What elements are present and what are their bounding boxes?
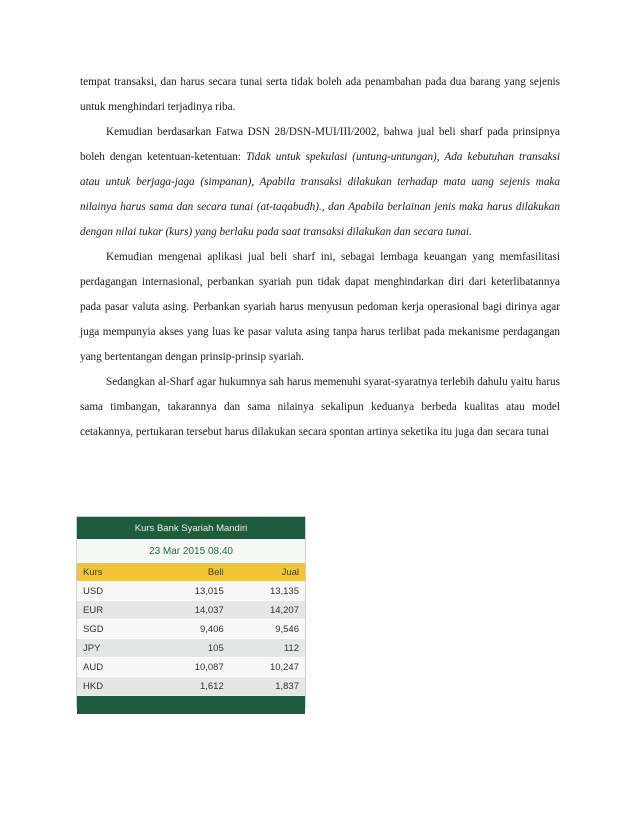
document-body bbox=[80, 70, 560, 445]
column-header-beli: Beli bbox=[155, 563, 230, 582]
cell-jual: 13,135 bbox=[230, 582, 305, 601]
table-row bbox=[77, 639, 305, 658]
table-row bbox=[77, 620, 305, 639]
cell-currency: EUR bbox=[77, 601, 155, 620]
kurs-widget-title: Kurs Bank Syariah Mandiri bbox=[77, 517, 305, 539]
cell-beli: 9,406 bbox=[155, 620, 230, 639]
cell-jual: 10,247 bbox=[230, 658, 305, 677]
kurs-widget bbox=[76, 516, 306, 708]
cell-beli: 105 bbox=[155, 639, 230, 658]
cell-currency: HKD bbox=[77, 677, 155, 696]
paragraph bbox=[80, 245, 560, 370]
paragraph bbox=[80, 120, 560, 245]
cell-jual: 1,837 bbox=[230, 677, 305, 696]
cell-beli: 14,037 bbox=[155, 601, 230, 620]
paragraph bbox=[80, 70, 560, 120]
kurs-table bbox=[77, 563, 305, 695]
cell-currency: USD bbox=[77, 582, 155, 601]
paragraph-italic-text: Tidak untuk spekulasi (untung-untungan), Ada kebutuhan transaksi atau untuk berjaga-jaga (simpanan), Apabila transaksi dilakukan terhadap mata uang sejenis maka nilainya harus sama dan secara tunai (at-taqabudh)., dan Apabila berlainan jenis maka harus dilakukan dengan nilai tukar (kurs) yang berlaku pada saat transaksi dilakukan dan secara tunai. bbox=[80, 151, 560, 238]
column-header-kurs: Kurs bbox=[77, 563, 155, 582]
cell-jual: 112 bbox=[230, 639, 305, 658]
paragraph-text: Sedangkan al-Sharf agar hukumnya sah harus memenuhi syarat-syaratnya terlebih dahulu yaitu harus sama timbangan, takarannya dan sama nilainya sekalipun keduanya berbeda kualitas atau model cetakannya, pertukaran tersebut harus dilakukan secara spontan artinya seketika itu juga dan secara tunai bbox=[80, 376, 560, 438]
paragraph-text: tempat transaksi, dan harus secara tunai serta tidak boleh ada penambahan pada dua barang yang sejenis untuk menghindari terjadinya riba. bbox=[80, 76, 560, 113]
table-row bbox=[77, 658, 305, 677]
cell-jual: 9,546 bbox=[230, 620, 305, 639]
kurs-widget-date: 23 Mar 2015 08:40 bbox=[77, 539, 305, 563]
column-header-jual: Jual bbox=[230, 563, 305, 582]
cell-beli: 1,612 bbox=[155, 677, 230, 696]
cell-currency: JPY bbox=[77, 639, 155, 658]
table-row bbox=[77, 601, 305, 620]
kurs-widget-footer bbox=[77, 696, 305, 714]
cell-currency: SGD bbox=[77, 620, 155, 639]
table-row bbox=[77, 677, 305, 696]
cell-currency: AUD bbox=[77, 658, 155, 677]
kurs-table-header-row bbox=[77, 563, 305, 582]
table-row bbox=[77, 582, 305, 601]
cell-beli: 13,015 bbox=[155, 582, 230, 601]
cell-jual: 14,207 bbox=[230, 601, 305, 620]
paragraph-text: Kemudian berdasarkan Fatwa DSN 28/DSN-MUI/III/2002, bahwa jual beli sharf pada prinsipnya boleh dengan ketentuan-ketentuan: bbox=[80, 126, 560, 163]
paragraph-text: Kemudian mengenai aplikasi jual beli sharf ini, sebagai lembaga keuangan yang memfasilitasi perdagangan internasional, perbankan syariah pun tidak dapat menghindarkan diri dari keterlibatannya pada pasar valuta asing. Perbankan syariah harus menyusun pedoman kerja operasional bagi dirinya agar juga mempunyia akses yang luas ke pasar valuta asing tanpa harus terlibat pada mekanisme perdagangan yang bertentangan dengan prinsip-prinsip syariah. bbox=[80, 251, 560, 363]
cell-beli: 10,087 bbox=[155, 658, 230, 677]
paragraph bbox=[80, 370, 560, 445]
